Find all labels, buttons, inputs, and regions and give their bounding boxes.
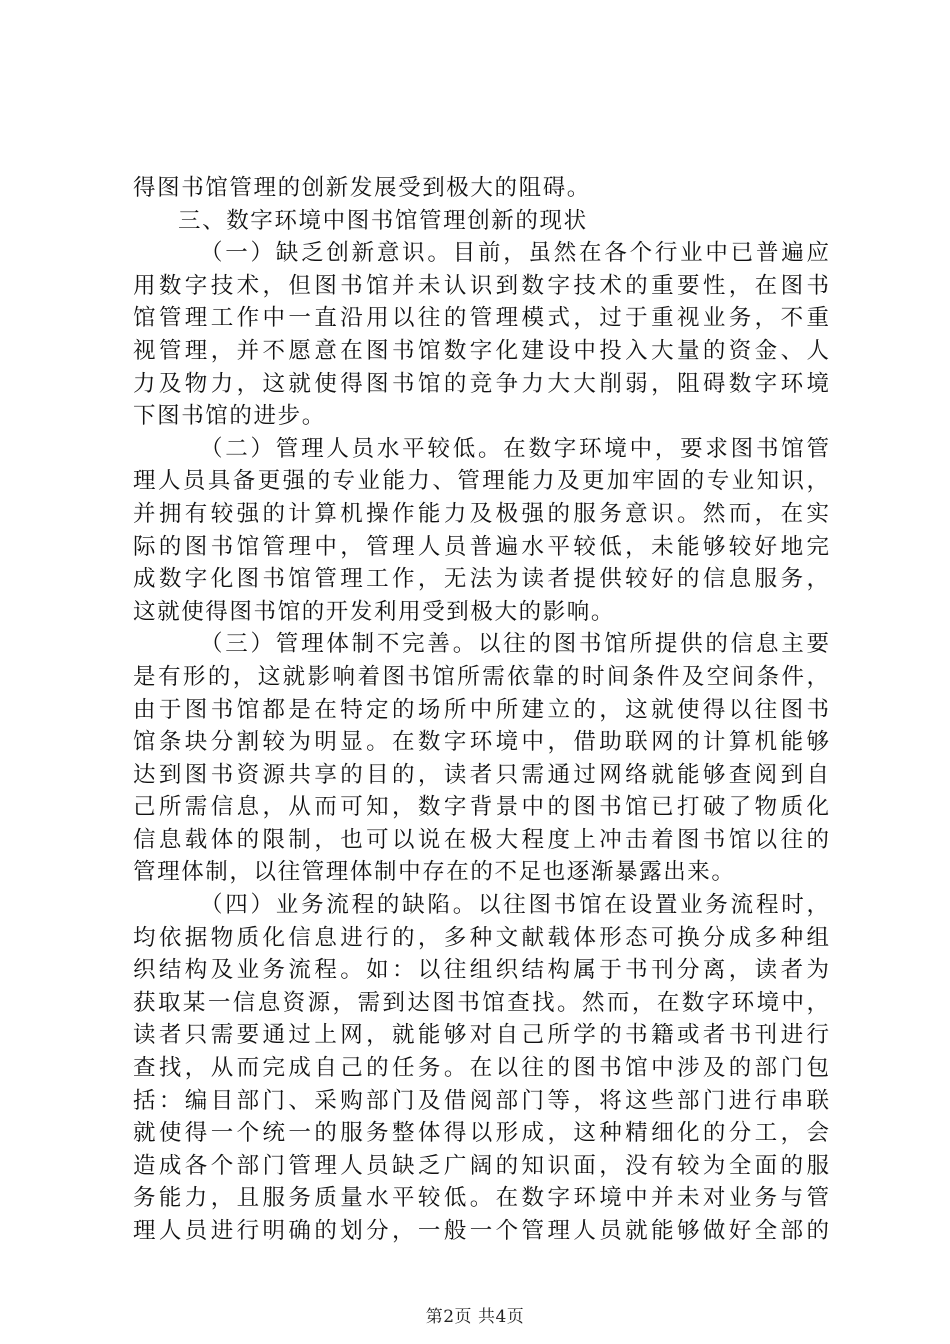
text-line: 用数字技术，但图书馆并未认识到数字技术的重要性，在图书 [133,272,829,299]
text-line: 馆管理工作中一直沿用以往的管理模式，过于重视业务，不重 [133,305,829,332]
text-line: 达到图书资源共享的目的，读者只需通过网络就能够查阅到自 [133,761,829,788]
text-line: 信息载体的限制，也可以说在极大程度上冲击着图书馆以往的 [133,826,829,853]
text-line: 读者只需要通过上网，就能够对自己所学的书籍或者书刊进行 [133,1022,829,1049]
paragraph-first-line: （三）管理体制不完善。以往的图书馆所提供的信息主要 [200,631,829,658]
text-line: 际的图书馆管理中，管理人员普遍水平较低，未能够较好地完 [133,533,829,560]
text-line: 是有形的，这就影响着图书馆所需依靠的时间条件及空间条件， [133,663,829,690]
text-line: 织结构及业务流程。如：以往组织结构属于书刊分离，读者为 [133,957,829,984]
text-line: 均依据物质化信息进行的，多种文献载体形态可换分成多种组 [133,924,829,951]
section-heading: 三、数字环境中图书馆管理创新的现状 [178,207,588,234]
text-line: 理人员进行明确的划分，一般一个管理人员就能够做好全部的 [133,1218,829,1244]
text-line: 括：编目部门、采购部门及借阅部门等，将这些部门进行串联 [133,1087,829,1114]
text-line: 得图书馆管理的创新发展受到极大的阻碍。 [133,175,591,201]
text-line: 由于图书馆都是在特定的场所中所建立的，这就使得以往图书 [133,696,829,723]
text-line: 管理体制，以往管理体制中存在的不足也逐渐暴露出来。 [133,859,736,886]
text-line: 造成各个部门管理人员缺乏广阔的知识面，没有较为全面的服 [133,1152,829,1179]
text-line: 获取某一信息资源，需到达图书馆查找。然而，在数字环境中， [133,989,829,1016]
text-line: 并拥有较强的计算机操作能力及极强的服务意识。然而，在实 [133,500,829,527]
text-line: 下图书馆的进步。 [133,403,326,430]
text-line: 理人员具备更强的专业能力、管理能力及更加牢固的专业知识， [133,468,829,495]
page-number: 第2页 共4页 [425,1307,525,1327]
text-line: 馆条块分割较为明显。在数字环境中，借助联网的计算机能够 [133,729,829,756]
paragraph-first-line: （四）业务流程的缺陷。以往图书馆在设置业务流程时， [200,892,829,919]
text-line: 视管理，并不愿意在图书馆数字化建设中投入大量的资金、人 [133,337,829,364]
text-line: 成数字化图书馆管理工作，无法为读者提供较好的信息服务， [133,566,829,593]
text-line: 务能力，且服务质量水平较低。在数字环境中并未对业务与管 [133,1185,829,1212]
text-line: 己所需信息，从而可知，数字背景中的图书馆已打破了物质化 [133,794,829,821]
text-line: 就使得一个统一的服务整体得以形成，这种精细化的分工，会 [133,1120,829,1147]
document-body [133,172,829,1248]
paragraph-first-line: （一）缺乏创新意识。目前，虽然在各个行业中已普遍应 [200,240,829,267]
paragraph-first-line: （二）管理人员水平较低。在数字环境中，要求图书馆管 [200,435,829,462]
text-line: 查找，从而完成自己的任务。在以往的图书馆中涉及的部门包 [133,1055,829,1082]
text-line: 这就使得图书馆的开发利用受到极大的影响。 [133,598,616,625]
text-line: 力及物力，这就使得图书馆的竞争力大大削弱，阻碍数字环境 [133,370,829,397]
